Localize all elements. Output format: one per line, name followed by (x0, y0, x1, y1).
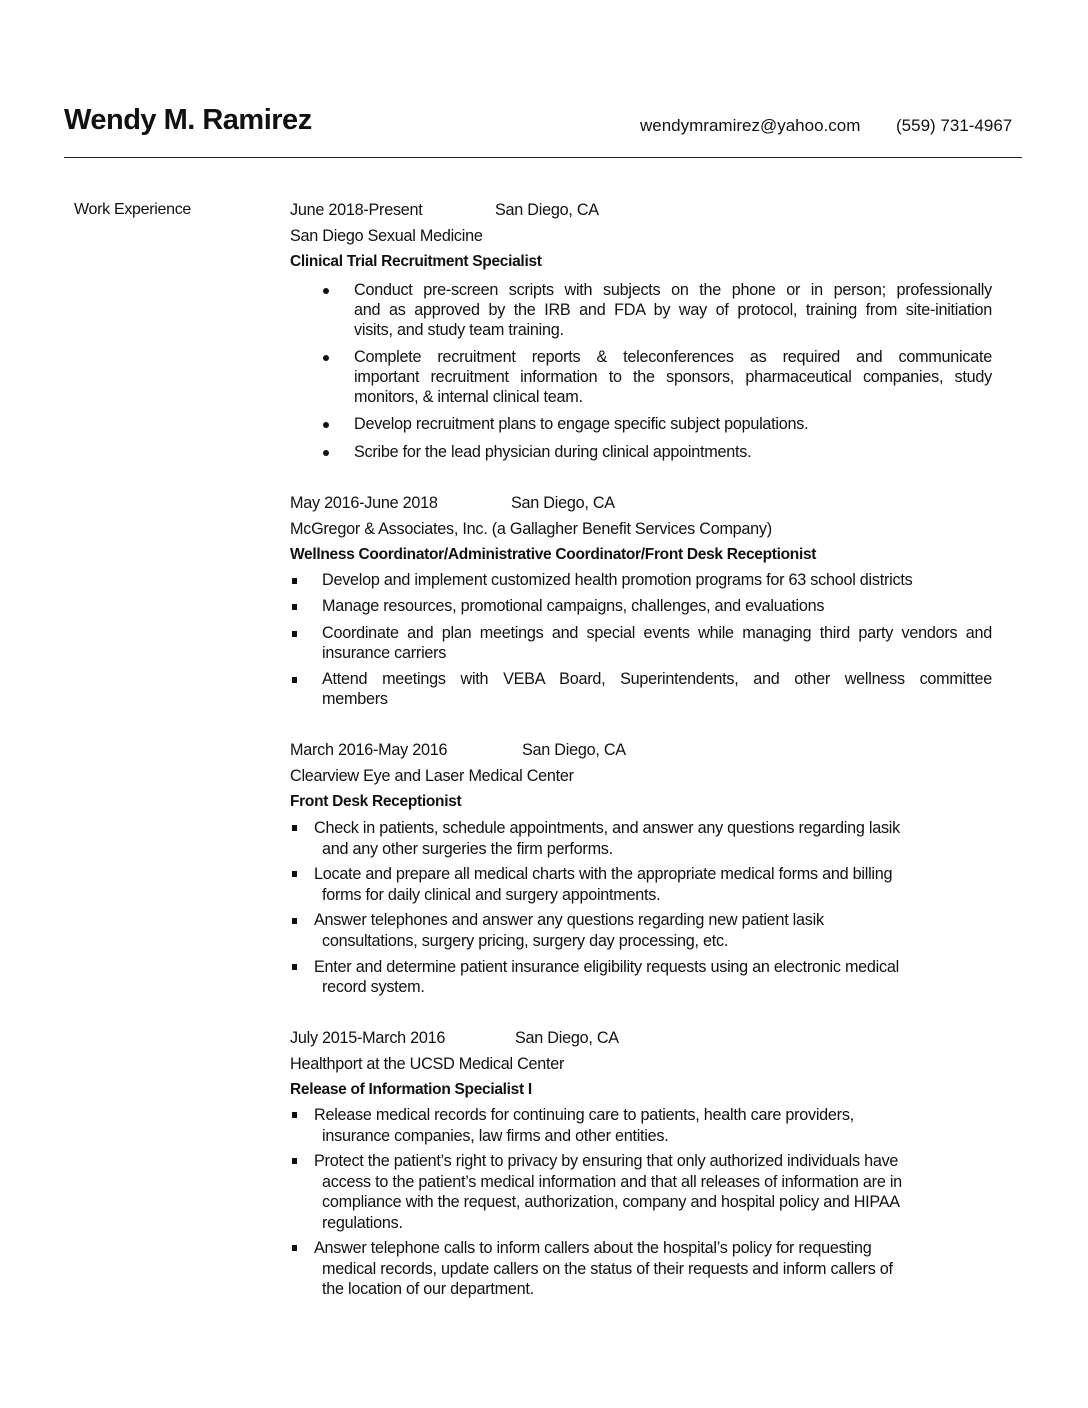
job-company: San Diego Sexual Medicine (290, 227, 483, 245)
bullet-icon (292, 1112, 297, 1118)
bullet-icon (292, 825, 297, 831)
bullet-text: visits, and study team training. (354, 321, 564, 339)
bullet-text: Complete recruitment reports & teleconferences as required and communicate (354, 348, 992, 366)
bullet-text: consultations, surgery pricing, surgery day processing, etc. (322, 932, 729, 950)
bullet-text: record system. (322, 978, 425, 996)
bullet-text: and any other surgeries the firm performs. (322, 840, 613, 858)
bullet-icon (292, 918, 297, 924)
bullet-icon (292, 1158, 297, 1164)
bullet-text: regulations. (322, 1214, 403, 1232)
email-address[interactable]: wendymramirez@yahoo.com (640, 116, 861, 135)
candidate-name: Wendy M. Ramirez (64, 104, 312, 136)
job-company: Clearview Eye and Laser Medical Center (290, 767, 574, 785)
bullet-text: Protect the patient’s right to privacy by ensuring that only authorized individuals have (314, 1152, 899, 1170)
job-dates: March 2016-May 2016 (290, 741, 448, 759)
bullet-icon (323, 450, 329, 456)
bullet-text: compliance with the request, authorization, company and hospital policy and HIPAA (322, 1193, 900, 1211)
bullet-text: Locate and prepare all medical charts with the appropriate medical forms and billing (314, 865, 893, 883)
bullet-text: Scribe for the lead physician during clinical appointments. (354, 443, 752, 461)
bullet-icon (292, 631, 297, 637)
phone-number: (559) 731-4967 (896, 116, 1013, 135)
job-dates: July 2015-March 2016 (290, 1029, 446, 1047)
bullet-icon (292, 604, 297, 610)
bullet-text: important recruitment information to the sponsors, pharmaceutical companies, study (354, 368, 992, 386)
job-dates: May 2016-June 2018 (290, 494, 438, 512)
bullet-icon (292, 964, 297, 970)
bullet-icon (292, 1245, 297, 1251)
bullet-text: medical records, update callers on the status of their requests and inform callers of (322, 1260, 893, 1278)
bullet-icon (323, 422, 329, 428)
job-company: Healthport at the UCSD Medical Center (290, 1055, 565, 1073)
bullet-text: insurance companies, law firms and other entities. (322, 1127, 669, 1145)
section-label-work-experience: Work Experience (74, 201, 192, 218)
header-divider (64, 157, 1022, 158)
bullet-icon (323, 288, 329, 294)
job-title: Release of Information Specialist I (290, 1081, 532, 1098)
bullet-text: Develop and implement customized health promotion programs for 63 school districts (322, 571, 913, 589)
bullet-text: the location of our department. (322, 1280, 534, 1298)
bullet-text: Check in patients, schedule appointments, and answer any questions regarding lasik (314, 819, 900, 837)
bullet-text: and as approved by the IRB and FDA by way of protocol, training from site-initiation (354, 301, 992, 319)
job-location: San Diego, CA (511, 494, 615, 512)
job-location: San Diego, CA (522, 741, 626, 759)
job-title: Wellness Coordinator/Administrative Coordinator/Front Desk Receptionist (290, 546, 817, 563)
bullet-icon (292, 578, 297, 584)
bullet-text: Manage resources, promotional campaigns, challenges, and evaluations (322, 597, 825, 615)
bullet-text: Attend meetings with VEBA Board, Superintendents, and other wellness committee (322, 670, 992, 688)
bullet-text: access to the patient’s medical information and that all releases of information are in (322, 1173, 902, 1191)
job-location: San Diego, CA (515, 1029, 619, 1047)
job-title: Front Desk Receptionist (290, 793, 462, 810)
job-title: Clinical Trial Recruitment Specialist (290, 253, 542, 270)
bullet-text: Enter and determine patient insurance eligibility requests using an electronic medical (314, 958, 899, 976)
bullet-text: insurance carriers (322, 644, 447, 662)
bullet-text: Answer telephones and answer any questions regarding new patient lasik (314, 911, 824, 929)
bullet-icon (323, 355, 329, 361)
bullet-text: monitors, & internal clinical team. (354, 388, 583, 406)
bullet-text: Conduct pre-screen scripts with subjects on the phone or in person; professionally (354, 281, 992, 299)
job-dates: June 2018-Present (290, 201, 423, 219)
bullet-text: Release medical records for continuing care to patients, health care providers, (314, 1106, 854, 1124)
bullet-text: Develop recruitment plans to engage specific subject populations. (354, 415, 809, 433)
bullet-icon (292, 871, 297, 877)
bullet-text: Coordinate and plan meetings and special events while managing third party vendors and (322, 624, 992, 642)
bullet-text: forms for daily clinical and surgery appointments. (322, 886, 661, 904)
bullet-icon (292, 677, 297, 683)
bullet-text: Answer telephone calls to inform callers about the hospital’s policy for requesting (314, 1239, 872, 1257)
bullet-text: members (322, 690, 388, 708)
job-company: McGregor & Associates, Inc. (a Gallagher Benefit Services Company) (290, 520, 772, 538)
job-location: San Diego, CA (495, 201, 599, 219)
